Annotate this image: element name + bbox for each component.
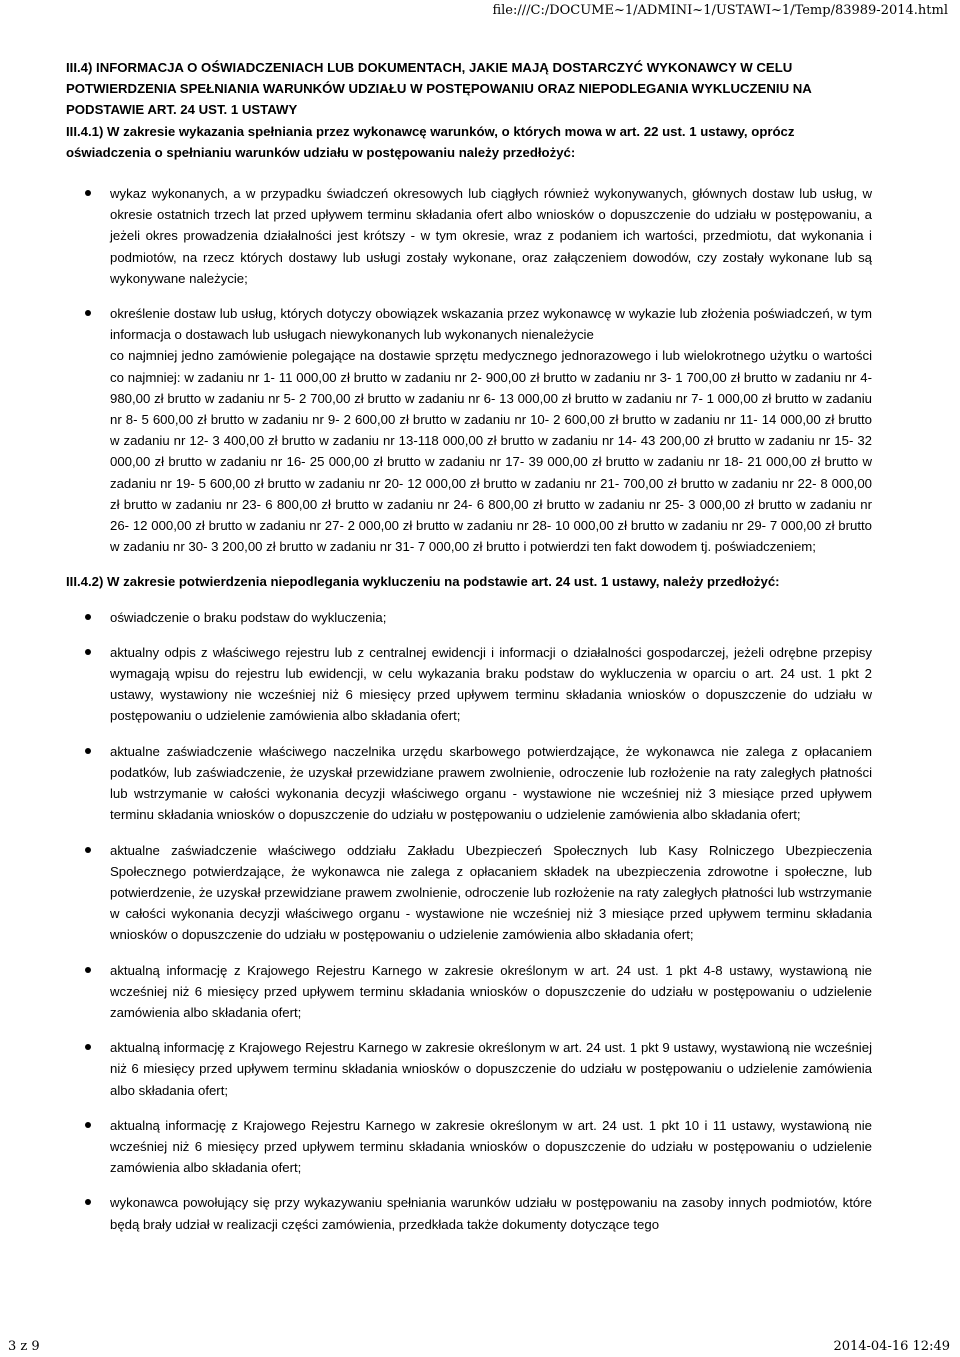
subsection-2-heading-text: III.4.2) W zakresie potwierdzenia niepodlegania wykluczeniu na podstawie art. 24 ust. 1 ustawy, należy przedłożyć:	[66, 574, 780, 590]
section-title: III.4) INFORMACJA O OŚWIADCZENIACH LUB DOKUMENTACH, JAKIE MAJĄ DOSTARCZYĆ WYKONAWCY W CELU POTWIERDZENIA SPEŁNIANIA WARUNKÓW UDZIAŁU W POSTĘPOWANIU ORAZ NIEPODLEGANIA WYKLUCZENIU NA PODSTAWIE ART. 24 UST. 1 USTAWY	[66, 60, 812, 118]
list-item-text: aktualne zaświadczenie właściwego naczelnika urzędu skarbowego potwierdzające, że wykonawca nie zalega z opłacaniem podatków, lub zaświadczenie, że uzyskał przewidziane prawem zwolnienie, odroczenie lub rozłożenie na raty zaległych płatności lub wstrzymanie w całości wykonania decyzji właściwego organu - wystawione nie wcześniej niż 3 miesiące przed upływem terminu składania wniosków o dopuszczenie do udziału w postępowaniu o udzielenie zamówienia albo składania ofert;	[110, 743, 872, 823]
list-item-text: aktualną informację z Krajowego Rejestru Karnego w zakresie określonym w art. 24 ust. 1 pkt 9 ustawy, wystawioną nie wcześniej niż 6 miesięcy przed upływem terminu składania wniosków o dopuszczenie do udziału w postępowaniu o udzielenie zamówienia albo składania ofert;	[110, 1040, 872, 1098]
list-item-continuation: co najmniej jedno zamówienie polegające na dostawie sprzętu medycznego jednorazowego i lub wielokrotnego użytku o wartości co najmniej: w zadaniu nr 1- 11 000,00 zł brutto w zadaniu nr 2- 900,00 zł brutto w zadaniu nr 3- 1 700,00 zł brutto w zadaniu nr 4- 980,00 zł brutto w zadaniu nr 5- 2 700,00 zł brutto w zadaniu nr 6- 13 000,00 zł brutto w zadaniu nr 7- 1 000,00 zł brutto w zadaniu nr 8- 5 600,00 zł brutto w zadaniu nr 9- 2 600,00 zł brutto w zadaniu nr 10- 2 600,00 zł brutto w zadaniu nr 11- 14 000,00 zł brutto w zadaniu nr 12- 3 400,00 zł brutto w zadaniu nr 13-118 000,00 zł brutto w zadaniu nr 14- 43 200,00 zł brutto w zadaniu nr 15- 32 000,00 zł brutto w zadaniu nr 16- 25 000,00 zł brutto w zadaniu nr 17- 39 000,00 zł brutto w zadaniu nr 18- 21 000,00 zł brutto w zadaniu nr 19- 5 600,00 zł brutto w zadaniu nr 20- 12 000,00 zł brutto w zadaniu nr 21- 700,00 zł brutto w zadaniu nr 22- 8 000,00 zł brutto w zadaniu nr 23- 6 800,00 zł brutto w zadaniu nr 24- 6 800,00 zł brutto w zadaniu nr 25- 3 000,00 zł brutto w zadaniu nr 26- 12 000,00 zł brutto w zadaniu nr 27- 2 000,00 zł brutto w zadaniu nr 28- 10 000,00 zł brutto w zadaniu nr 29- 7 000,00 zł brutto w zadaniu nr 30- 3 200,00 zł brutto w zadaniu nr 31- 7 000,00 zł brutto i potwierdzi ten fakt dowodem tj. poświadczeniem;	[110, 348, 872, 555]
print-footer-datetime: 2014-04-16 12:49	[833, 1339, 950, 1354]
list-item-text: wykaz wykonanych, a w przypadku świadczeń okresowych lub ciągłych również wykonywanych, głównych dostaw lub usług, w okresie ostatnich trzech lat przed upływem terminu składania ofert albo wniosków o dopuszczenie do udziału w postępowaniu, a jeżeli okres prowadzenia działalności jest krótszy - w tym okresie, wraz z podaniem ich wartości, przedmiotu, dat wykonania i podmiotów, na rzecz których dostawy lub usługi zostały wykonane, oraz załączeniem dowodów, czy zostały wykonane lub są wykonywane należycie;	[110, 186, 872, 286]
list-item	[110, 642, 872, 727]
subsection-1-heading	[66, 121, 872, 163]
subsection-2-heading	[66, 571, 872, 592]
print-footer-page: 3 z 9	[8, 1339, 40, 1354]
subsection-1-heading-text: III.4.1) W zakresie wykazania spełniania przez wykonawcę warunków, o których mowa w art. 22 ust. 1 ustawy, oprócz oświadczenia o spełnianiu warunków udziału w postępowaniu należy przedłożyć:	[66, 123, 795, 160]
list-item	[110, 1192, 872, 1234]
subsection-1-list	[66, 183, 872, 557]
list-item-text: aktualną informację z Krajowego Rejestru Karnego w zakresie określonym w art. 24 ust. 1 pkt 4-8 ustawy, wystawioną nie wcześniej niż 6 miesięcy przed upływem terminu składania wniosków o dopuszczenie do udziału w postępowaniu o udzielenie zamówienia albo składania ofert;	[110, 962, 872, 1020]
print-header-path: file:///C:/DOCUME~1/ADMINI~1/USTAWI~1/Temp/83989-2014.html	[492, 3, 948, 18]
list-item-text: wykonawca powołujący się przy wykazywaniu spełniania warunków udziału w postępowaniu na zasoby innych podmiotów, które będą brały udział w realizacji części zamówienia, przedkłada także dokumenty dotyczące tego	[110, 1195, 872, 1232]
list-item	[110, 183, 872, 289]
list-item	[110, 840, 872, 946]
list-item	[110, 607, 872, 628]
list-item	[110, 303, 872, 557]
list-item-text: aktualne zaświadczenie właściwego oddziału Zakładu Ubezpieczeń Społecznych lub Kasy Rolniczego Ubezpieczenia Społecznego potwierdzające, że wykonawca nie zalega z opłacaniem składek na ubezpieczenia zdrowotne i społeczne, lub potwierdzenie, że uzyskał przewidziane prawem zwolnienie, odroczenie lub rozłożenie na raty zaległych płatności lub wstrzymanie w całości wykonania decyzji właściwego organu - wystawione nie wcześniej niż 3 miesiące przed upływem terminu składania wniosków o dopuszczenie do udziału w postępowaniu o udzielenie zamówienia albo składania ofert;	[110, 842, 872, 943]
list-item	[110, 741, 872, 826]
list-item-text: aktualną informację z Krajowego Rejestru Karnego w zakresie określonym w art. 24 ust. 1 pkt 10 i 11 ustawy, wystawioną nie wcześniej niż 6 miesięcy przed upływem terminu składania wniosków o dopuszczenie do udziału w postępowaniu o udzielenie zamówienia albo składania ofert;	[110, 1117, 872, 1176]
list-item	[110, 960, 872, 1024]
list-item	[110, 1115, 872, 1179]
list-item-text: oświadczenie o braku podstaw do wykluczenia;	[110, 609, 387, 625]
list-item-text: aktualny odpis z właściwego rejestru lub z centralnej ewidencji i informacji o działalności gospodarczej, jeżeli odrębne przepisy wymagają wpisu do rejestru lub ewidencji, w celu wykazania braku podstaw do wykluczenia w oparciu o art. 24 ust. 1 pkt 2 ustawy, wystawiony nie wcześniej niż 6 miesięcy przed upływem terminu składania wniosków o dopuszczenie do udziału w postępowaniu o udzielenie zamówienia albo składania ofert;	[110, 644, 872, 724]
list-item	[110, 1037, 872, 1101]
subsection-2-list	[66, 607, 872, 1235]
document-content	[66, 57, 872, 1249]
list-item-text: określenie dostaw lub usług, których dotyczy obowiązek wskazania przez wykonawcę w wykazie lub złożenia poświadczeń, w tym informacja o dostawach lub usługach niewykonanych lub wykonanych nienależycie	[110, 306, 872, 343]
